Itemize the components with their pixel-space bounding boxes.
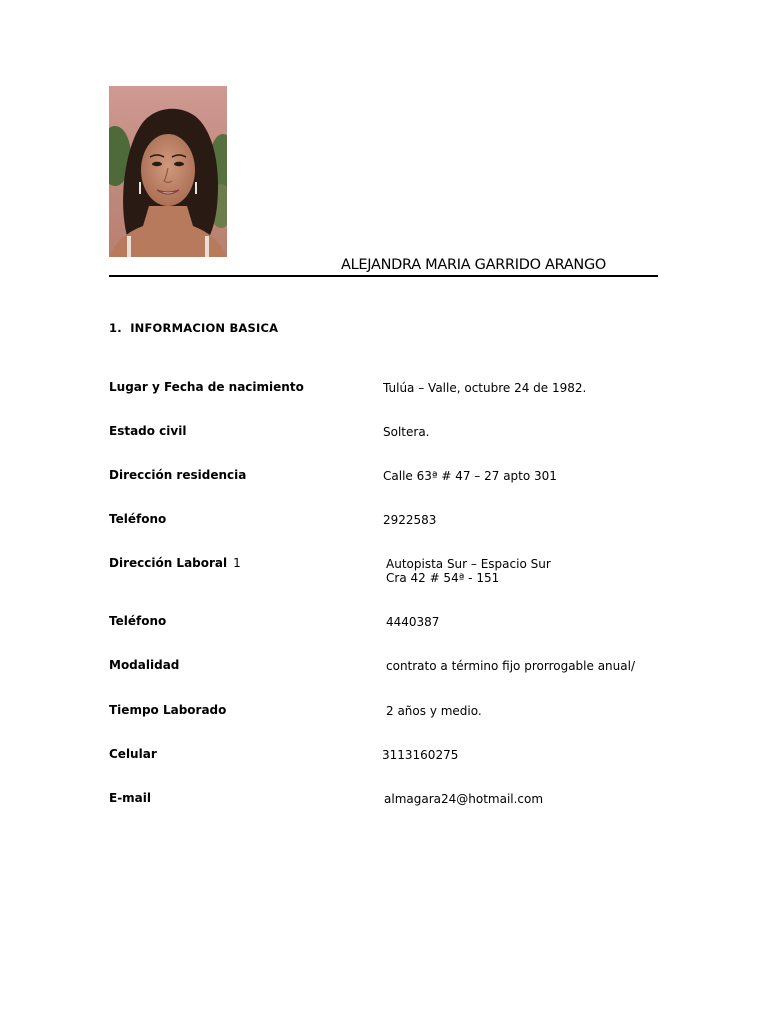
work-phone-label: Teléfono bbox=[109, 614, 167, 628]
work-address-value-line1: Autopista Sur – Espacio Sur bbox=[386, 557, 551, 571]
work-address-label-text: Dirección Laboral bbox=[109, 556, 228, 570]
birth-value: Tulúa – Valle, octubre 24 de 1982. bbox=[383, 381, 587, 395]
email-value: almagara24@hotmail.com bbox=[384, 792, 544, 806]
profile-photo bbox=[109, 86, 227, 257]
section-title bbox=[109, 321, 278, 335]
time-worked-label: Tiempo Laborado bbox=[109, 703, 227, 717]
header-divider bbox=[109, 275, 658, 277]
mobile-label: Celular bbox=[109, 747, 157, 761]
home-address-value: Calle 63ª # 47 – 27 apto 301 bbox=[383, 469, 557, 483]
mobile-value: 3113160275 bbox=[382, 748, 459, 762]
section-title-text: INFORMACION BASICA bbox=[130, 321, 279, 335]
phone-label: Teléfono bbox=[109, 512, 167, 526]
work-address-value-line2: Cra 42 # 54ª - 151 bbox=[386, 571, 500, 585]
time-worked-value: 2 años y medio. bbox=[386, 704, 482, 718]
section-number: 1. bbox=[109, 321, 122, 335]
candidate-name: ALEJANDRA MARIA GARRIDO ARANGO bbox=[341, 257, 607, 273]
modality-value: contrato a término fijo prorrogable anual/ bbox=[386, 659, 635, 673]
email-label: E-mail bbox=[109, 791, 152, 805]
birth-label: Lugar y Fecha de nacimiento bbox=[109, 380, 304, 394]
civil-status-value: Soltera. bbox=[383, 425, 430, 439]
phone-value: 2922583 bbox=[383, 513, 437, 527]
work-address-label-number: 1 bbox=[233, 556, 241, 570]
work-phone-value: 4440387 bbox=[386, 615, 440, 629]
modality-label: Modalidad bbox=[109, 658, 180, 672]
home-address-label: Dirección residencia bbox=[109, 468, 247, 482]
civil-status-label: Estado civil bbox=[109, 424, 187, 438]
work-address-label bbox=[109, 556, 241, 570]
